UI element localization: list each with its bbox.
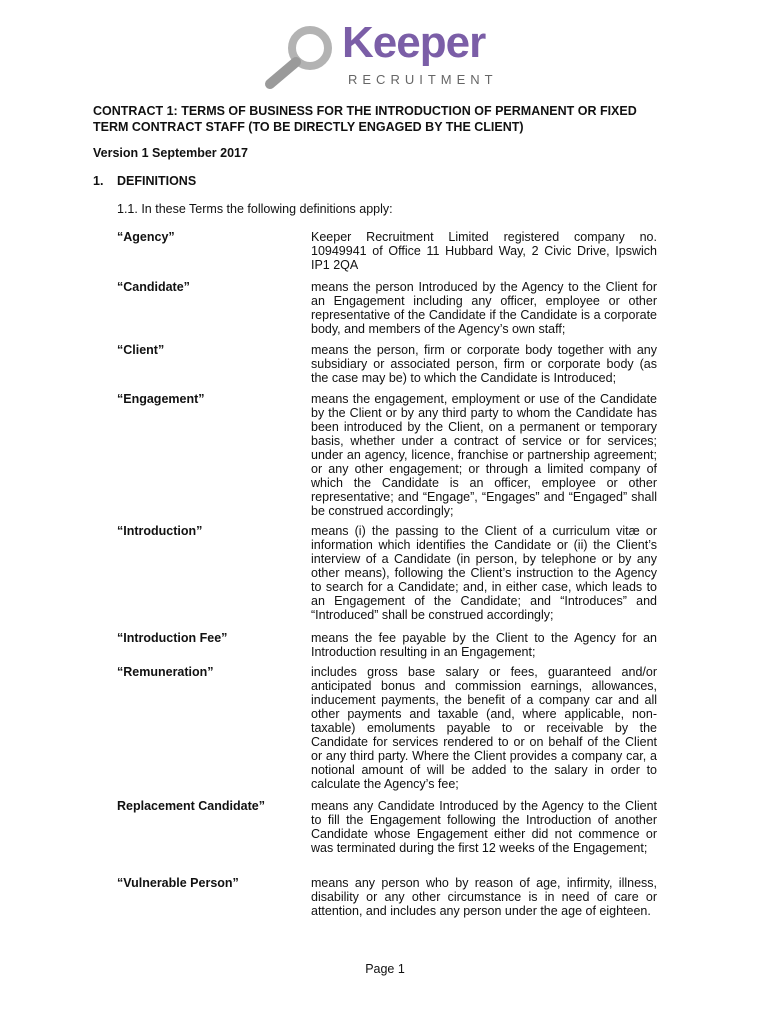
logo-tagline: RECRUITMENT — [348, 72, 498, 87]
definition-text: means the person, firm or corporate body together with any subsidiary or associated person, firm or corporate body (as the case may be) to which the Candidate is Introduced; — [311, 343, 657, 385]
definition-term: “Introduction” — [117, 524, 203, 538]
page-number: Page 1 — [365, 962, 405, 976]
definition-term: “Agency” — [117, 230, 175, 244]
definition-text: means the fee payable by the Client to the Agency for an Introduction resulting in an Engagement; — [311, 631, 657, 659]
section-number: 1. — [93, 174, 104, 188]
logo-wordmark: Keeper — [342, 18, 486, 67]
document-title: CONTRACT 1: TERMS OF BUSINESS FOR THE INTRODUCTION OF PERMANENT OR FIXED TERM CONTRACT STAFF (TO BE DIRECTLY ENGAGED BY THE CLIENT) — [93, 104, 637, 134]
definition-term: “Introduction Fee” — [117, 631, 228, 645]
definition-text: includes gross base salary or fees, guaranteed and/or anticipated bonus and commission earnings, allowances, inducement payments, the benefit of a company car and all other payments and taxable (and, where applicable, non-taxable) emoluments payable to or receivable by the Candidate for services rendered to or on behalf of the Client or any third party. Where the Client provides a company car, a notional amount of will be added to the salary in order to calculate the Agency’s fee; — [311, 665, 657, 791]
definition-term: “Candidate” — [117, 280, 190, 294]
definition-term: “Client” — [117, 343, 165, 357]
definition-text: Keeper Recruitment Limited registered company no. 10949941 of Office 11 Hubbard Way, 2 Civic Drive, Ipswich IP1 2QA — [311, 230, 657, 272]
definition-term: “Remuneration” — [117, 665, 214, 679]
definition-text: means the engagement, employment or use of the Candidate by the Client or by any third party to whom the Candidate has been introduced by the Client, on a permanent or temporary basis, whether under a contract of service or for services; under an agency, licence, franchise or partnership agreement; or any other engagement; or through a limited company of which the Candidate is an officer, employee or other representative; and “Engage”, “Engages” and “Engaged” shall be construed accordingly; — [311, 392, 657, 518]
magnifier-icon — [262, 20, 342, 92]
section-title: DEFINITIONS — [117, 174, 197, 188]
definition-term: Replacement Candidate” — [117, 799, 265, 813]
definition-text: means any Candidate Introduced by the Agency to the Client to fill the Engagement following the Introduction of another Candidate whose Engagement either did not commence or was terminated during the first 12 weeks of the Engagement; — [311, 799, 657, 855]
clause-intro: 1.1. In these Terms the following definitions apply: — [117, 202, 393, 216]
definition-text: means the person Introduced by the Agency to the Client for an Engagement including any officer, employee or other representative of the Candidate if the Candidate is a corporate body, and members of the Agency’s own staff; — [311, 280, 657, 336]
definition-text: means (i) the passing to the Client of a curriculum vitæ or information which identifies the Candidate or (ii) the Client’s interview of a Candidate (in person, by telephone or by any other means), following the Client’s instruction to the Agency to search for a Candidate; and, in either case, which leads to an Engagement of the Candidate; and “Introduces” and “Introduced” shall be construed accordingly; — [311, 524, 657, 622]
definition-term: “Engagement” — [117, 392, 205, 406]
definition-text: means any person who by reason of age, infirmity, illness, disability or any other circumstance is in need of care or attention, and includes any person under the age of eighteen. — [311, 876, 657, 918]
version-line: Version 1 September 2017 — [93, 146, 248, 160]
definition-term: “Vulnerable Person” — [117, 876, 239, 890]
company-logo — [262, 20, 512, 92]
section-heading — [93, 174, 196, 188]
